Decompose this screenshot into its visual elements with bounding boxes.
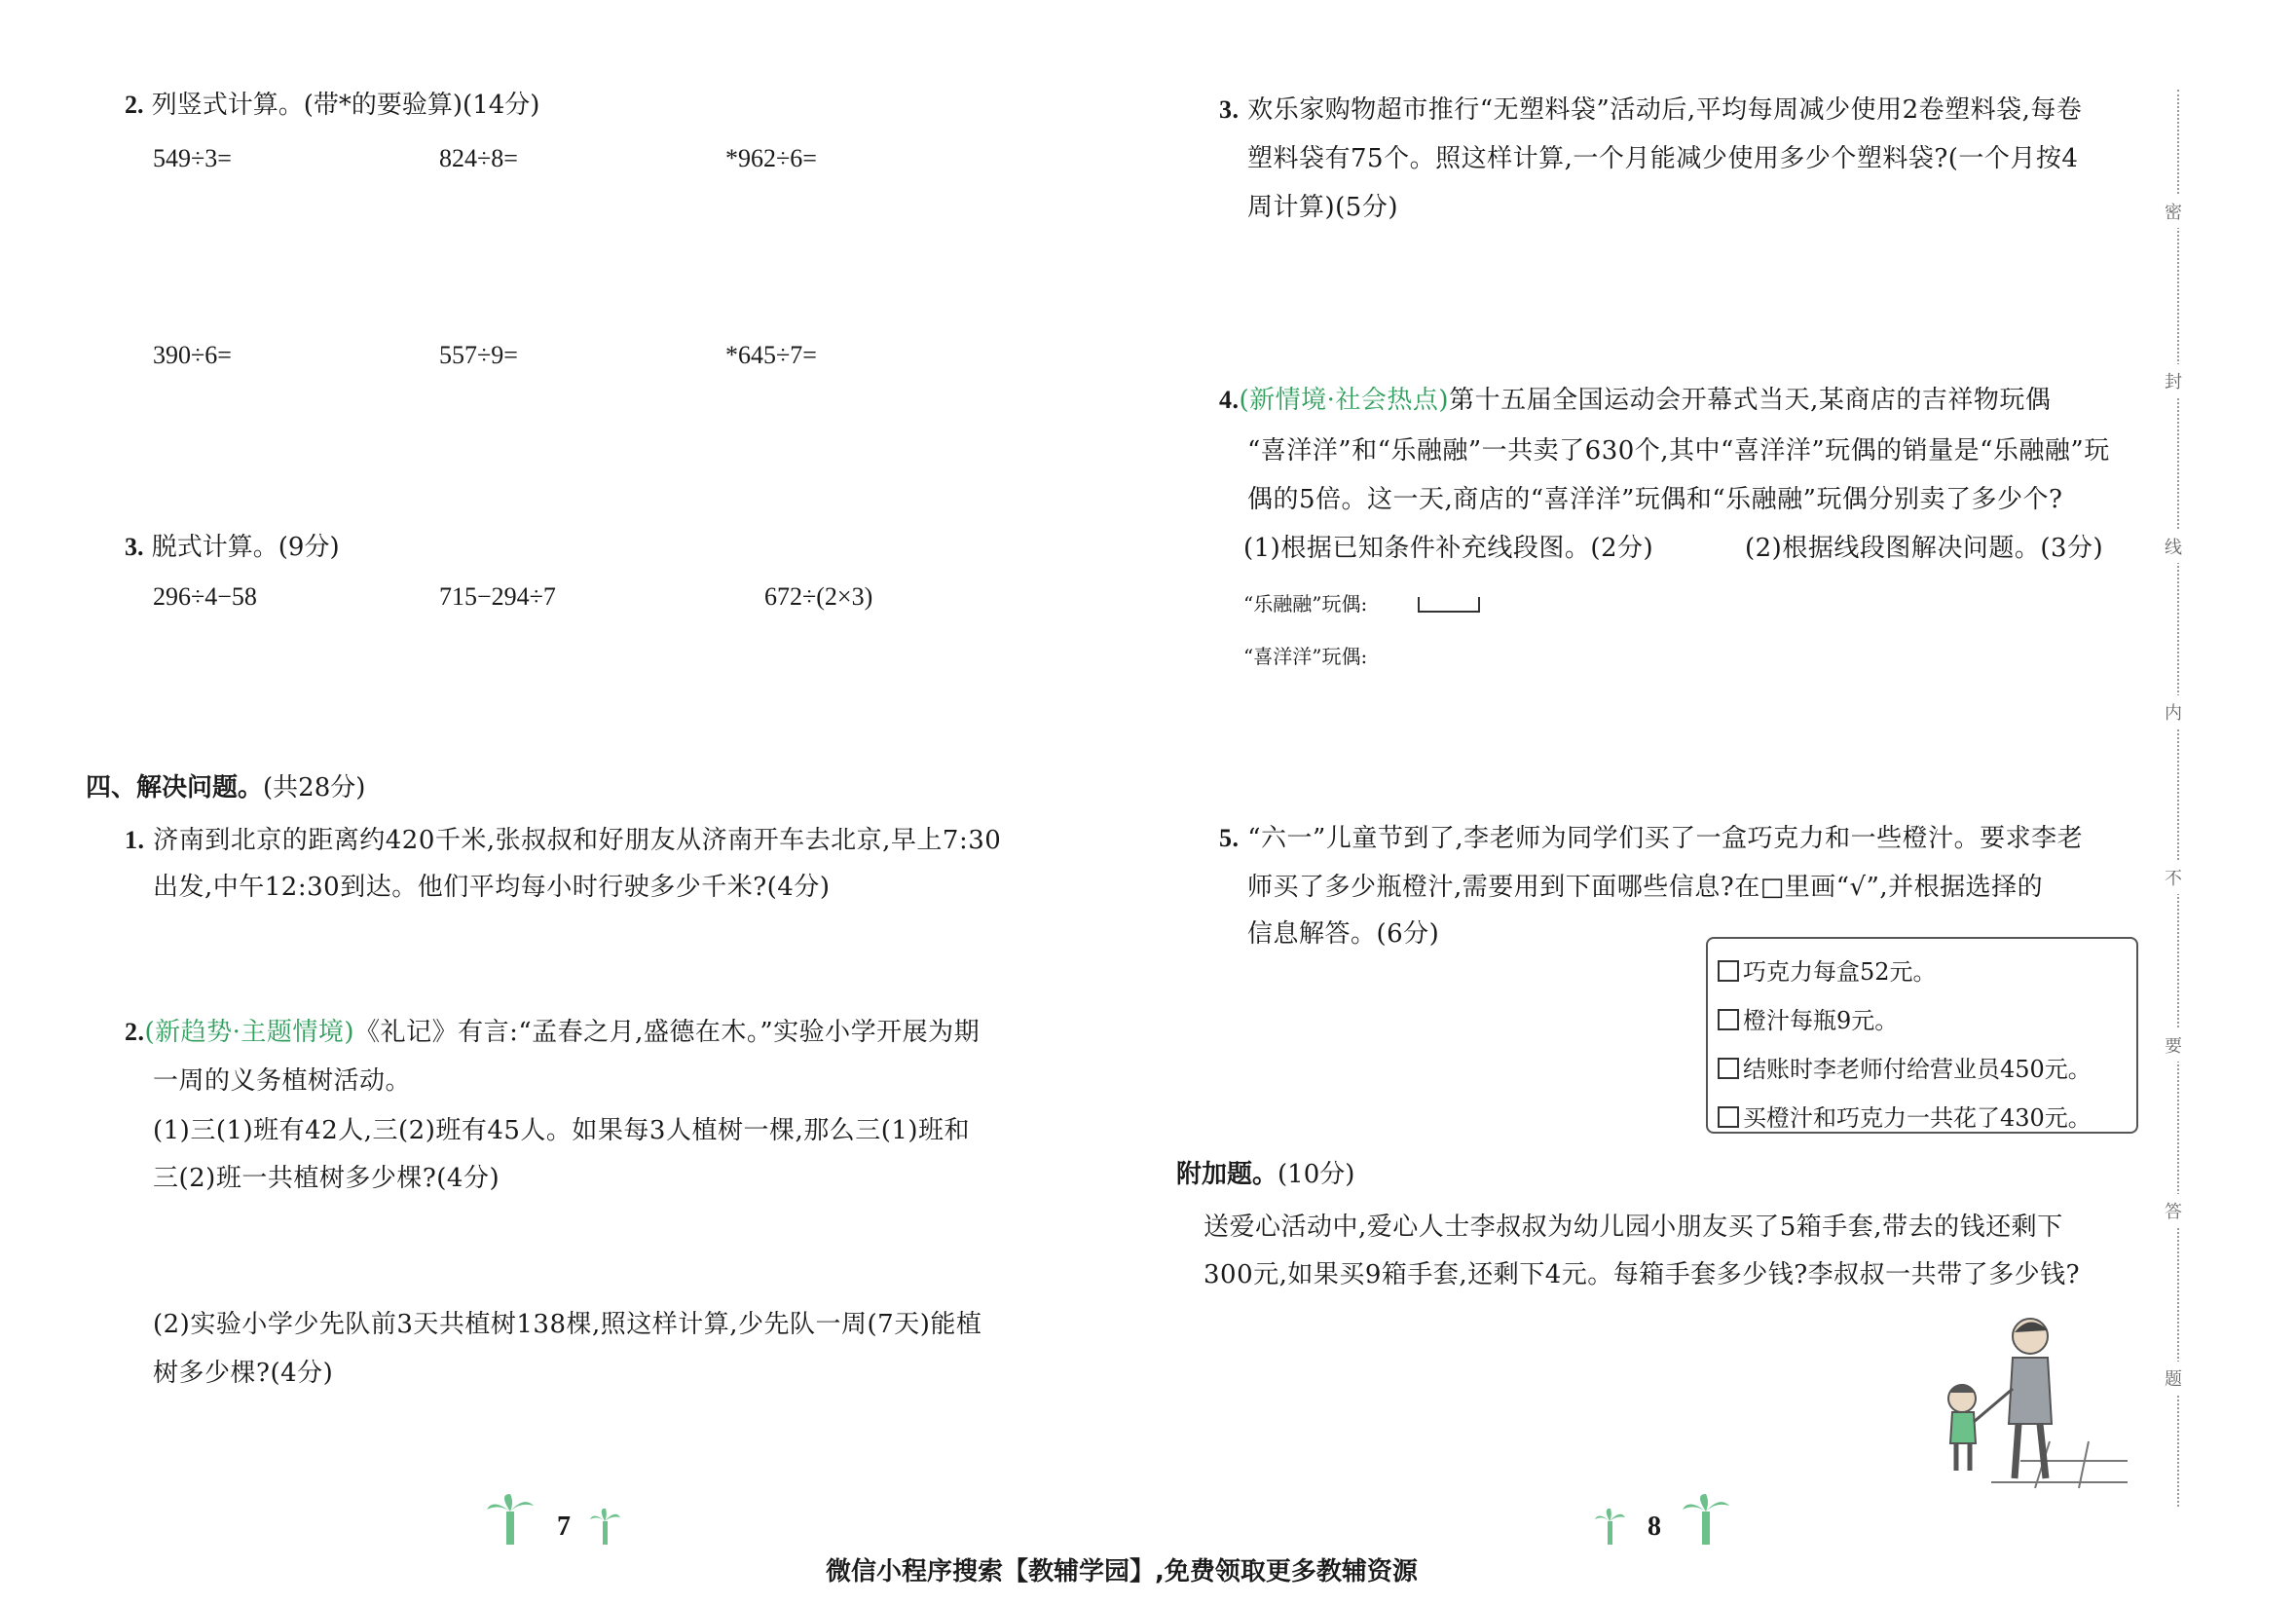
problem-3-line3: 周计算)(5分) (1247, 193, 1398, 222)
margin-char: 封 (2165, 364, 2182, 397)
bonus-line1: 送爱心活动中,爱心人士李叔叔为幼儿园小朋友买了5箱手套,带去的钱还剩下 (1204, 1213, 2063, 1242)
problem-5-line2: 师买了多少瓶橙汁,需要用到下面哪些信息?在□里画“√”,并根据选择的 (1247, 873, 2044, 902)
page-number: 7 (557, 1512, 571, 1542)
problem-2-sub1: (1)三(1)班有42人,三(2)班有45人。如果每3人植树一棵,那么三(1)班和 (153, 1116, 971, 1145)
problem-4-line2: “喜洋洋”和“乐融融”一共卖了630个,其中“喜洋洋”玩偶的销量是“乐融融”玩 (1247, 436, 2110, 466)
margin-char: 不 (2165, 861, 2182, 894)
margin-char: 题 (2165, 1362, 2182, 1395)
footer-promo: 微信小程序搜索【教辅学园】,免费领取更多教辅资源 (826, 1557, 1418, 1586)
bonus-title: 附加题。(10分) (1176, 1160, 1355, 1189)
margin-char: 内 (2165, 695, 2182, 728)
problem-2-sub1-line2: 三(2)班一共植树多少棵?(4分) (153, 1164, 500, 1193)
problem-4-sub2: (2)根据线段图解决问题。(3分) (1745, 534, 2104, 563)
expression: 824÷8= (439, 144, 518, 172)
checkbox[interactable] (1718, 1058, 1739, 1079)
problem-2: 2.(新趋势·主题情境)《礼记》有言:“孟春之月,盛德在木。”实验小学开展为期 (125, 1018, 981, 1047)
question-2: 2. 列竖式计算。(带*的要验算)(14分) (125, 91, 540, 120)
margin-char: 答 (2165, 1194, 2182, 1227)
segment-label-xiyangyang: “喜洋洋”玩偶: (1243, 645, 1368, 668)
line-segment-diagram (1418, 597, 1480, 613)
palm-tree-icon (1681, 1492, 1731, 1547)
topic-tag: (新趋势·主题情境) (144, 1018, 355, 1047)
problem-5: 5. “六一”儿童节到了,李老师为同学们买了一盒巧克力和一些橙汁。要求李老 (1219, 824, 2084, 853)
problem-2-sub2: (2)实验小学少先队前3天共植树138棵,照这样计算,少先队一周(7天)能植 (153, 1310, 982, 1339)
expression: 296÷4−58 (153, 582, 257, 611)
expression: 390÷6= (153, 341, 232, 369)
margin-char: 密 (2165, 195, 2182, 228)
expression: 715−294÷7 (439, 582, 556, 611)
checkbox[interactable] (1718, 1106, 1739, 1128)
problem-1: 1. 济南到北京的距离约420千米,张叔叔和好朋友从济南开车去北京,早上7:30 (125, 826, 1002, 855)
problem-4-line3: 偶的5倍。这一天,商店的“喜洋洋”玩偶和“乐融融”玩偶分别卖了多少个? (1247, 485, 2063, 514)
question-3: 3. 脱式计算。(9分) (125, 533, 340, 562)
illustration-man-and-child (1933, 1315, 2137, 1490)
checkbox[interactable] (1718, 960, 1739, 982)
info-options-box (1706, 937, 2138, 1134)
expression: 549÷3= (153, 144, 232, 172)
expression: *645÷7= (725, 341, 817, 369)
palm-tree-icon (485, 1492, 536, 1547)
checkbox[interactable] (1718, 1009, 1739, 1030)
option-item: 买橙汁和巧克力一共花了430元。 (1718, 1099, 2092, 1133)
problem-3-line2: 塑料袋有75个。照这样计算,一个月能减少使用多少个塑料袋?(一个月按4 (1247, 144, 2079, 173)
problem-2-line2: 一周的义务植树活动。 (153, 1066, 412, 1096)
binding-margin-line (2177, 90, 2179, 1507)
palm-tree-icon (1593, 1508, 1626, 1545)
problem-2-sub2-line2: 树多少棵?(4分) (153, 1359, 334, 1388)
section-4-title: 四、解决问题。(共28分) (86, 773, 366, 802)
expression: 557÷9= (439, 341, 518, 369)
option-item: 橙汁每瓶9元。 (1718, 1001, 1898, 1035)
expression: *962÷6= (725, 144, 817, 172)
problem-5-line3: 信息解答。(6分) (1247, 919, 1440, 949)
segment-label-lerongrong: “乐融融”玩偶: (1243, 592, 1368, 616)
problem-4-sub1: (1)根据已知条件补充线段图。(2分) (1243, 534, 1654, 563)
problem-3: 3. 欢乐家购物超市推行“无塑料袋”活动后,平均每周减少使用2卷塑料袋,每卷 (1219, 95, 2083, 125)
option-item: 结账时李老师付给营业员450元。 (1718, 1050, 2092, 1084)
bonus-line2: 300元,如果买9箱手套,还剩下4元。每箱手套多少钱?李叔叔一共带了多少钱? (1204, 1260, 2081, 1289)
problem-1-line2: 出发,中午12:30到达。他们平均每小时行驶多少千米?(4分) (153, 873, 831, 902)
topic-tag: (新情境·社会热点) (1239, 386, 1450, 415)
problem-4: 4.(新情境·社会热点)第十五届全国运动会开幕式当天,某商店的吉祥物玩偶 (1219, 386, 2052, 415)
page-number: 8 (1648, 1512, 1661, 1542)
palm-tree-icon (588, 1508, 621, 1545)
margin-char: 要 (2165, 1028, 2182, 1062)
expression: 672÷(2×3) (764, 582, 873, 611)
margin-char: 线 (2165, 530, 2182, 563)
option-item: 巧克力每盒52元。 (1718, 952, 1937, 987)
